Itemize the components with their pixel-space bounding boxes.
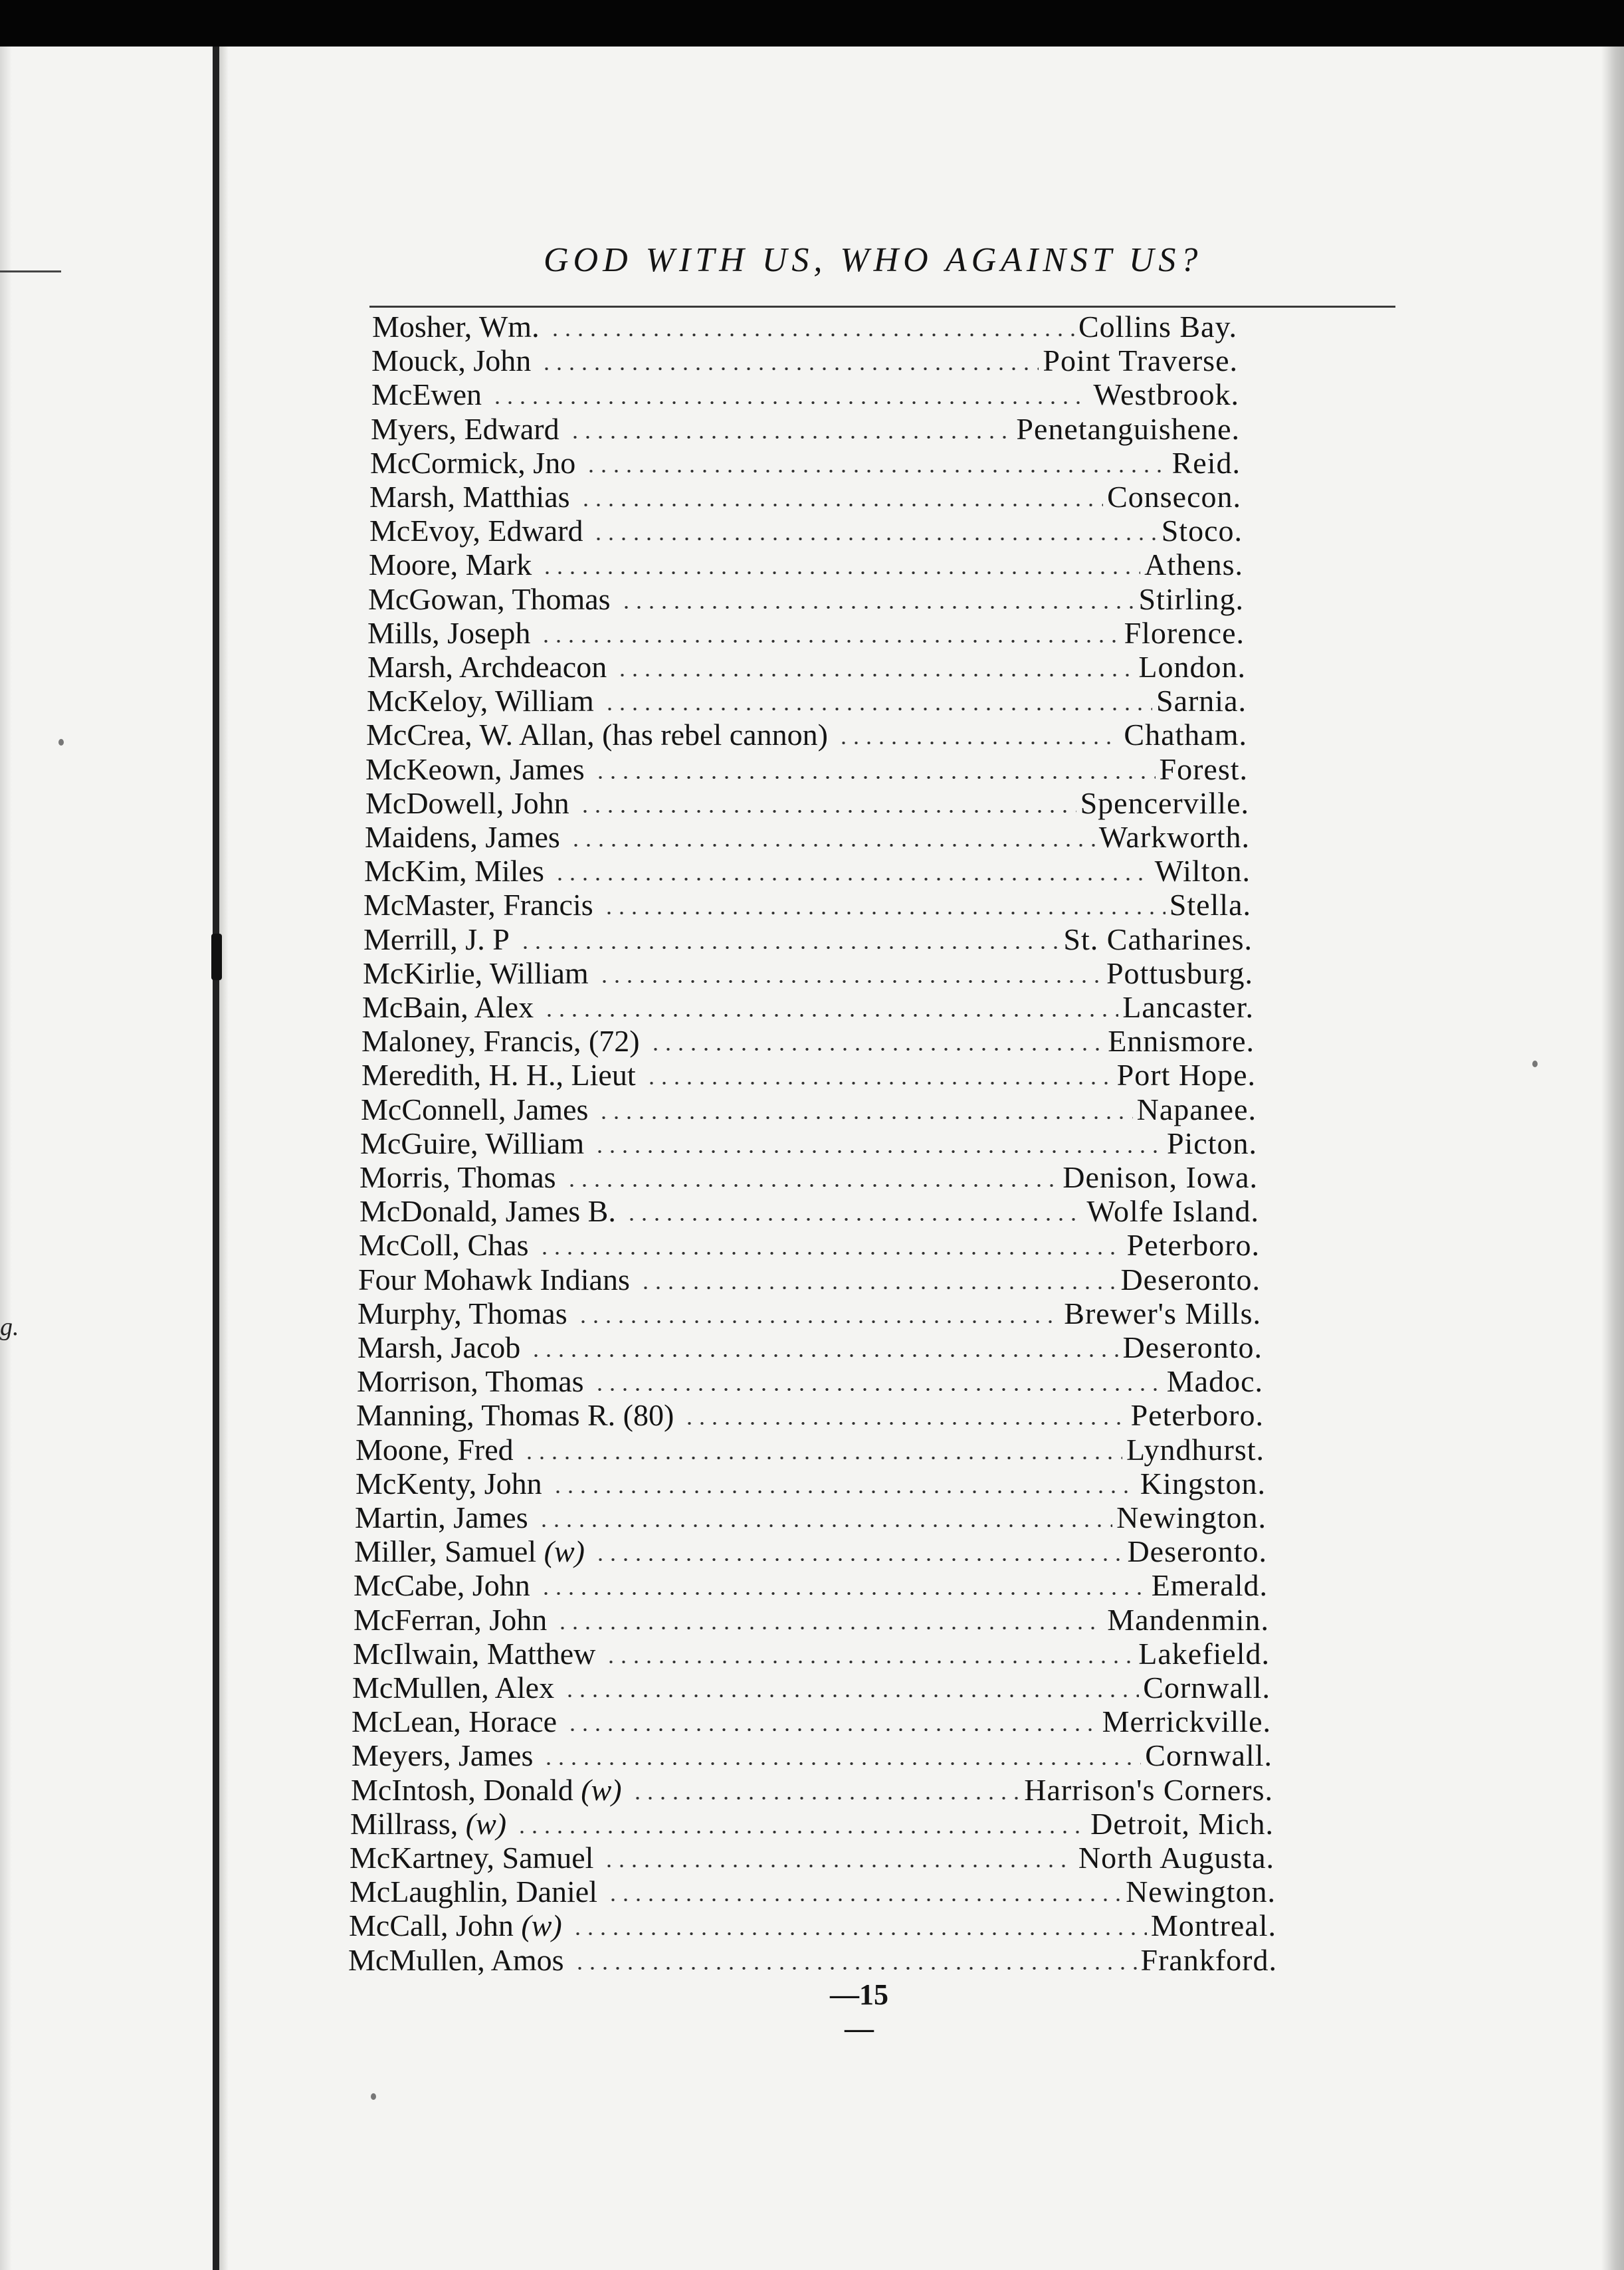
dot-leader [540, 1592, 1148, 1595]
list-item [365, 820, 1250, 855]
subscriber-name-text: McColl, Chas [359, 1228, 529, 1262]
left-page-text-fragment: g. [0, 1313, 19, 1341]
subscriber-name [350, 1841, 600, 1875]
dot-leader [597, 1116, 1132, 1119]
subscriber-place: Newington. [1126, 1875, 1276, 1909]
dot-leader [516, 1831, 1086, 1833]
subscriber-name [369, 548, 538, 582]
list-item [359, 1228, 1260, 1263]
subscriber-name [359, 1194, 623, 1229]
subscriber-name [354, 1568, 537, 1603]
subscriber-name-text: McMullen, Amos [348, 1943, 564, 1977]
subscriber-place: Deseronto. [1122, 1330, 1263, 1364]
dot-leader [585, 470, 1167, 472]
subscriber-name-text: McIntosh, Donald [351, 1773, 573, 1807]
subscriber-name [367, 616, 537, 651]
subscriber-name [360, 1126, 591, 1161]
dot-leader [645, 1082, 1113, 1084]
list-item [371, 412, 1240, 447]
list-item [367, 684, 1247, 718]
list-item [369, 514, 1243, 548]
subscriber-place: Kingston. [1140, 1467, 1266, 1500]
subscriber-place: Denison, Iowa. [1063, 1160, 1258, 1194]
subscriber-place: Port Hope. [1116, 1058, 1256, 1092]
dot-leader [543, 1014, 1118, 1017]
list-item [349, 1909, 1276, 1943]
list-item [352, 1704, 1271, 1739]
subscriber-name-text: McCormick, Jno [370, 446, 576, 480]
subscriber-name-text: Marsh, Jacob [357, 1330, 521, 1364]
list-item [371, 377, 1239, 412]
subscriber-name-text: McMaster, Francis [363, 888, 593, 922]
subscriber-name [362, 990, 540, 1025]
subscriber-place: Peterboro. [1126, 1228, 1260, 1262]
subscriber-place: Montreal. [1150, 1909, 1276, 1942]
dot-leader [540, 640, 1120, 643]
subscriber-name-text: McKeown, James [365, 752, 585, 786]
subscriber-name [352, 1704, 563, 1739]
subscriber-name-text: McKirlie, William [363, 956, 589, 990]
dot-leader [625, 1218, 1082, 1221]
subscriber-name-text: McGowan, Thomas [368, 582, 611, 616]
subscriber-name-text: McMullen, Alex [352, 1671, 555, 1704]
subscriber-name-text: Morris, Thomas [359, 1160, 556, 1194]
list-item [362, 990, 1254, 1025]
list-item [357, 1330, 1263, 1365]
subscriber-name-text: Mouck, John [371, 344, 532, 377]
subscriber-name [354, 1603, 554, 1637]
subscriber-name-text: Maidens, James [365, 820, 560, 854]
subscriber-name [359, 1228, 536, 1263]
subscriber-name [361, 1024, 647, 1059]
subscriber-name [356, 1398, 680, 1433]
list-item [363, 956, 1253, 991]
list-item [354, 1568, 1268, 1603]
subscriber-name [348, 1943, 571, 1978]
subscriber-name-text: McCall, John [349, 1909, 514, 1942]
subscriber-name [354, 1534, 591, 1569]
dot-leader [579, 810, 1076, 813]
subscriber-place: Lancaster. [1122, 990, 1254, 1024]
list-item [357, 1296, 1261, 1331]
list-item [367, 650, 1246, 684]
dot-leader [554, 878, 1151, 880]
dot-leader [594, 776, 1156, 779]
dot-leader [538, 1252, 1123, 1255]
subscriber-name [368, 582, 617, 617]
subscriber-name-text: Moone, Fred [355, 1433, 514, 1467]
dot-leader [538, 1524, 1112, 1527]
list-item [367, 616, 1245, 651]
subscriber-name [349, 1909, 569, 1943]
subscriber-name [369, 514, 589, 548]
dot-leader [592, 538, 1157, 540]
subscriber-place: Detroit, Mich. [1090, 1807, 1274, 1841]
subscriber-place: Deseronto. [1127, 1534, 1267, 1568]
list-item [359, 1160, 1258, 1195]
subscriber-name [359, 1160, 563, 1195]
subscriber-name-text: Miller, Samuel [354, 1534, 537, 1568]
subscriber-name-text: Martin, James [355, 1500, 528, 1534]
list-item [352, 1738, 1272, 1773]
dot-leader [549, 334, 1074, 336]
subscriber-name-text: Mills, Joseph [367, 616, 531, 650]
subscriber-place: Cornwall. [1145, 1738, 1272, 1772]
subscriber-place: Consecon. [1107, 480, 1241, 514]
dot-leader [603, 912, 1166, 914]
dot-leader [530, 1354, 1118, 1357]
dot-leader [579, 504, 1104, 506]
subscriber-place: Newington. [1116, 1500, 1267, 1534]
subscriber-name [365, 786, 576, 821]
subscriber-name [350, 1807, 513, 1841]
subscriber-name [363, 956, 595, 991]
subscriber-name-text: Meyers, James [352, 1738, 534, 1772]
list-item [356, 1398, 1264, 1433]
subscriber-place: Collins Bay. [1078, 310, 1237, 344]
list-item [351, 1773, 1273, 1807]
list-item [361, 1024, 1255, 1059]
subscriber-place: Stoco. [1161, 514, 1243, 548]
subscriber-place: Cornwall. [1143, 1671, 1270, 1704]
dot-leader [631, 1797, 1021, 1800]
subscriber-place: St. Catharines. [1063, 922, 1253, 956]
subscriber-name-text: McDowell, John [365, 786, 569, 820]
list-item [363, 888, 1251, 922]
dot-leader [563, 1695, 1139, 1697]
list-item [365, 786, 1249, 821]
subscriber-place: Westbrook. [1093, 377, 1239, 411]
subscriber-name-text: Murphy, Thomas [357, 1296, 567, 1330]
subscriber-place: Brewer's Mills. [1064, 1296, 1261, 1330]
subscriber-note: (w) [521, 1909, 562, 1942]
subscriber-name-text: Maloney, Francis, (72) [361, 1024, 640, 1058]
subscriber-name [357, 1364, 591, 1399]
subscriber-name [355, 1500, 535, 1535]
dot-leader [594, 1558, 1123, 1561]
subscriber-note: (w) [465, 1807, 507, 1841]
subscriber-name-text: McKeloy, William [367, 684, 594, 718]
subscriber-name [357, 1296, 574, 1331]
subscriber-place: Spencerville. [1080, 786, 1249, 820]
dot-leader [556, 1627, 1103, 1629]
list-item [369, 480, 1241, 514]
subscriber-name-text: Millrass, [350, 1807, 458, 1841]
subscriber-name [364, 854, 551, 888]
list-item [359, 1194, 1259, 1229]
list-item [350, 1875, 1276, 1909]
list-item [366, 718, 1247, 752]
list-item [354, 1603, 1269, 1637]
subscriber-name-text: Marsh, Matthias [369, 480, 570, 514]
subscriber-place: Forest. [1159, 752, 1248, 786]
subscriber-place: Chatham. [1124, 718, 1247, 752]
subscriber-place: Lakefield. [1138, 1637, 1270, 1671]
subscriber-name [367, 684, 601, 718]
list-item [354, 1534, 1267, 1569]
subscriber-place: Mandenmin. [1107, 1603, 1269, 1637]
subscriber-name-text: McEvoy, Edward [369, 514, 583, 548]
subscriber-name [355, 1467, 549, 1501]
dot-leader [577, 1320, 1061, 1323]
subscriber-name [350, 1875, 604, 1909]
list-item [371, 344, 1238, 378]
subscriber-place: Madoc. [1166, 1364, 1263, 1398]
subscriber-name-text: McCabe, John [354, 1568, 530, 1602]
subscriber-name-text: McFerran, John [354, 1603, 548, 1637]
subscriber-name [365, 820, 567, 855]
subscriber-name-text: McLean, Horace [352, 1704, 558, 1738]
list-item [365, 752, 1248, 787]
subscriber-name [365, 752, 591, 787]
subscriber-name [357, 1330, 527, 1365]
subscriber-name-text: Four Mohawk Indians [358, 1263, 630, 1296]
subscriber-place: Deseronto. [1120, 1263, 1261, 1296]
subscriber-name [361, 1058, 643, 1092]
subscriber-place: North Augusta. [1078, 1841, 1274, 1875]
subscriber-place: Sarnia. [1156, 684, 1247, 718]
subscriber-name [369, 480, 577, 514]
subscriber-name-text: McLaughlin, Daniel [350, 1875, 598, 1909]
list-item [364, 854, 1251, 888]
subscriber-name [361, 1092, 595, 1127]
list-item [368, 582, 1244, 617]
dot-leader [593, 1150, 1163, 1153]
dot-leader [683, 1422, 1126, 1425]
subscriber-name [355, 1433, 520, 1467]
subscriber-name-text: Meredith, H. H., Lieut [361, 1058, 636, 1092]
dot-leader [569, 436, 1013, 439]
subscriber-name [366, 718, 835, 752]
dot-leader [603, 1865, 1074, 1867]
dot-leader [649, 1048, 1104, 1051]
subscriber-place: Frankford. [1140, 1943, 1277, 1977]
subscriber-name-text: Mosher, Wm. [372, 310, 540, 344]
running-header: GOD WITH US, WHO AGAINST US? [544, 241, 1203, 279]
subscriber-name [358, 1263, 637, 1297]
dot-leader [541, 571, 1140, 574]
list-item [352, 1671, 1270, 1705]
subscriber-place: Warkworth. [1098, 820, 1250, 854]
dot-leader [566, 1728, 1098, 1731]
subscriber-name-text: McConnell, James [361, 1092, 589, 1126]
dot-leader [639, 1287, 1117, 1289]
subscriber-name [363, 888, 600, 922]
subscriber-place: Emerald. [1151, 1568, 1268, 1602]
subscriber-name-text: McIlwain, Matthew [353, 1637, 596, 1671]
dot-leader [569, 844, 1095, 847]
list-item [370, 446, 1241, 480]
subscriber-name [370, 446, 582, 480]
subscriber-place: Napanee. [1136, 1092, 1257, 1126]
dot-leader [607, 1899, 1122, 1901]
dot-leader [542, 1762, 1141, 1765]
list-item [361, 1058, 1256, 1092]
page-number: —15— [830, 1978, 888, 2045]
list-item [361, 1092, 1257, 1127]
subscriber-name-text: McBain, Alex [362, 990, 534, 1024]
subscriber-name [353, 1637, 602, 1671]
subscriber-name-text: Myers, Edward [371, 412, 559, 446]
dot-leader [598, 980, 1102, 983]
list-item [369, 548, 1243, 582]
subscriber-place: Stella. [1169, 888, 1251, 922]
list-item [355, 1467, 1266, 1501]
subscriber-name-text: McKartney, Samuel [350, 1841, 594, 1875]
dot-leader [540, 367, 1039, 370]
subscriber-place: Athens. [1144, 548, 1243, 581]
subscriber-name [351, 1773, 629, 1807]
list-item [350, 1807, 1274, 1841]
list-item [358, 1263, 1261, 1297]
dot-leader [491, 401, 1089, 404]
subscriber-place: Peterboro. [1130, 1398, 1264, 1432]
list-item [363, 922, 1253, 957]
subscriber-place: London. [1138, 650, 1246, 684]
subscriber-name-text: McKim, Miles [364, 854, 544, 888]
list-item [355, 1500, 1267, 1535]
subscriber-place: Stirling. [1138, 582, 1244, 616]
subscriber-place: Florence. [1124, 616, 1245, 650]
subscriber-name [371, 377, 488, 412]
list-item [357, 1364, 1263, 1399]
subscriber-name-text: McGuire, William [360, 1126, 585, 1160]
dot-leader [552, 1491, 1136, 1493]
subscriber-name [352, 1671, 561, 1705]
subscriber-place: Lyndhurst. [1126, 1433, 1265, 1467]
subscriber-name [363, 922, 516, 957]
list-item [348, 1943, 1277, 1978]
subscriber-place: Penetanguishene. [1016, 412, 1240, 446]
dot-leader [565, 1184, 1059, 1187]
dot-leader [605, 1661, 1134, 1663]
subscriber-name-text: McDonald, James B. [359, 1194, 616, 1228]
subscriber-name-text: McKenty, John [355, 1467, 542, 1500]
dot-leader [519, 946, 1060, 949]
list-item [372, 310, 1237, 344]
subscriber-place: Reid. [1171, 446, 1241, 480]
dot-leader [616, 674, 1134, 676]
dot-leader [620, 606, 1135, 609]
dot-leader [571, 1932, 1147, 1935]
dot-leader [837, 742, 1120, 744]
subscriber-place: Picton. [1166, 1126, 1257, 1160]
list-item [350, 1841, 1274, 1875]
subscriber-place: Point Traverse. [1043, 344, 1238, 377]
subscriber-name [371, 412, 566, 447]
list-item [360, 1126, 1257, 1161]
dot-leader [523, 1457, 1122, 1459]
list-item [355, 1433, 1265, 1467]
subscriber-place: Wolfe Island. [1086, 1194, 1259, 1228]
subscriber-name-text: Morrison, Thomas [357, 1364, 584, 1398]
subscriber-name [371, 344, 538, 378]
subscriber-place: Merrickville. [1102, 1704, 1271, 1738]
subscriber-note: (w) [544, 1534, 585, 1568]
subscriber-name-text: Manning, Thomas R. (80) [356, 1398, 674, 1432]
subscriber-name-text: McEwen [371, 377, 482, 411]
subscriber-name-text: Marsh, Archdeacon [367, 650, 607, 684]
subscriber-place: Harrison's Corners. [1024, 1773, 1273, 1807]
subscriber-place: Ennismore. [1108, 1024, 1255, 1058]
dot-leader [603, 708, 1152, 710]
subscriber-name [352, 1738, 540, 1773]
subscriber-note: (w) [581, 1773, 622, 1807]
subscriber-name-text: Merrill, J. P [363, 922, 510, 956]
dot-leader [573, 1967, 1137, 1970]
subscriber-name-text: Moore, Mark [369, 548, 532, 581]
dot-leader [593, 1388, 1163, 1391]
subscriber-name [367, 650, 613, 684]
list-item [353, 1637, 1270, 1671]
subscriber-name [372, 310, 546, 344]
subscriber-place: Pottusburg. [1106, 956, 1253, 990]
subscriber-name-text: McCrea, W. Allan, (has rebel cannon) [366, 718, 828, 752]
subscriber-place: Wilton. [1154, 854, 1251, 888]
